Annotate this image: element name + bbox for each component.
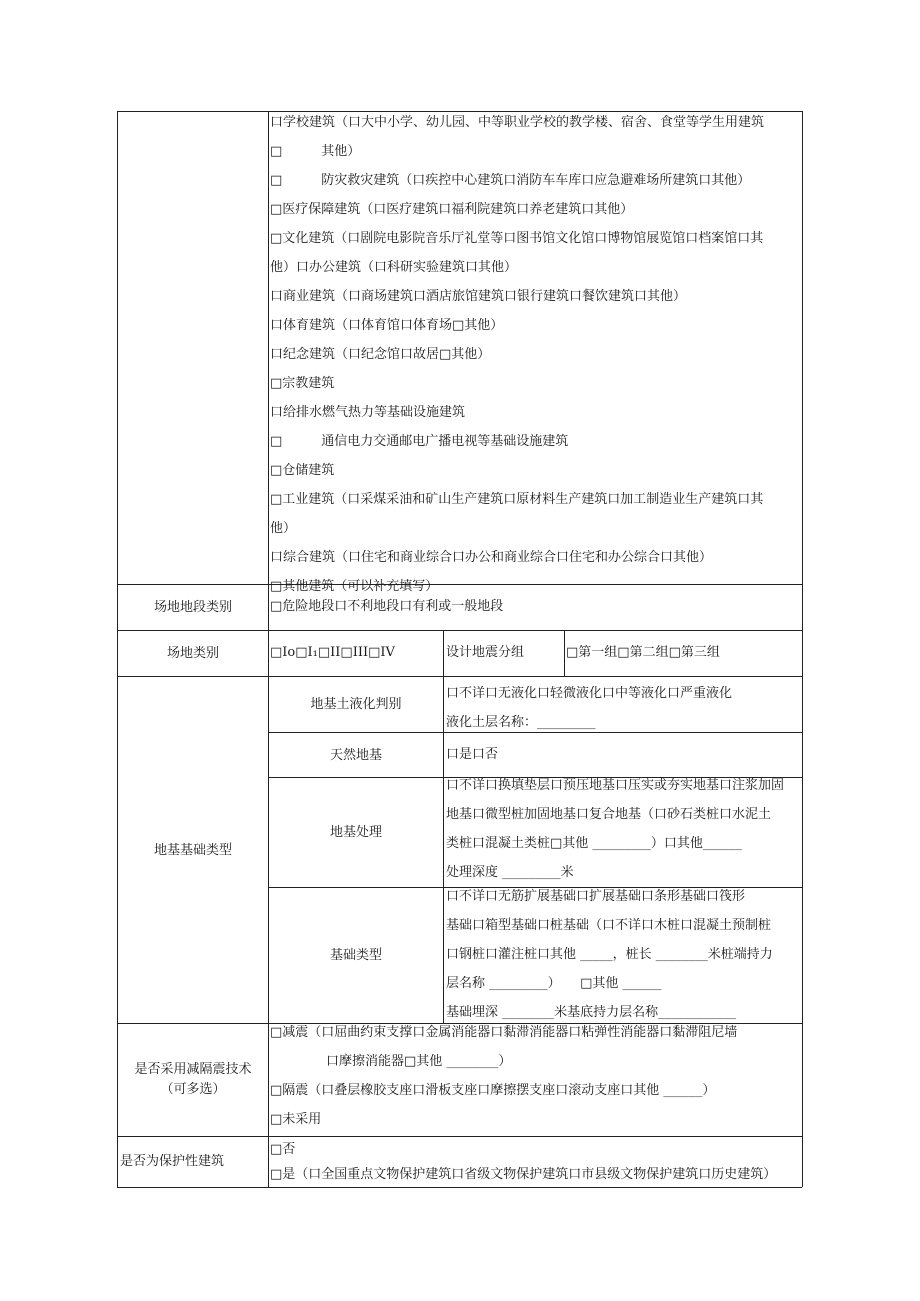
option-line: 层名称 _________） □其他 ______ [446,976,662,991]
option-line: □否 [270,1142,296,1157]
option-line: 口给排水燃气热力等基础设施建筑 [270,405,466,420]
liquefaction-label: 地基土液化判别 [310,697,402,712]
option-line: 口体育建筑（口体育馆口体育场□其他） [270,318,504,333]
option-line: □ 其他） [270,144,361,159]
table-border-bottom [117,1187,802,1188]
foundation-treatment-label: 地基处理 [329,825,382,840]
natural-foundation-options: 口是口否 [446,747,499,762]
option-line: 口纪念建筑（口纪念馆口故居□其他） [270,347,491,362]
option-line: □工业建筑（口采煤采油和矿山生产建筑口原材料生产建筑口加工制造业生产建筑口其 [270,492,764,507]
seismic-group-label: 设计地震分组 [446,645,525,660]
label-column-divider [268,111,269,1187]
building-category-options [270,108,800,594]
option-line: 口不详口换填垫层口预压地基口压实或夯实地基口注浆加固 [446,778,785,793]
site-class-label: 场地类别 [166,646,219,661]
foundation-kind-options [446,882,800,1022]
option-line: 他）口办公建筑（口科研实验建筑口其他） [270,260,518,275]
isolation-options [270,1018,800,1134]
option-line: □文化建筑（口剧院电影院音乐厅礼堂等口图书馆文化馆口博物馆展览馆口档案馆口其 [270,231,764,246]
option-line: 口学校建筑（口大中小学、幼儿园、中等职业学校的教学楼、宿舍、食堂等学生用建筑 [270,115,765,130]
site-class-options: □Io□I₁□II□III□IV [270,645,395,660]
option-line: 口不详口无筋扩展基础口扩展基础口条形基础口筏形 [446,889,746,904]
option-line: □ 通信电力交通邮电广播电视等基础设施建筑 [270,434,569,449]
option-line: 口摩擦消能器□其他 ________） [326,1054,512,1069]
isolation-label [118,1024,268,1136]
foundation-column-divider [443,630,444,1023]
protected-building-options [270,1137,800,1187]
option-line: □宗教建筑 [270,376,335,391]
isolation-label-line2: （可多选） [160,1082,226,1097]
option-line: 处理深度 _________米 [446,865,574,880]
site-section-options: □危险地段口不利地段口有利或一般地段 [270,599,504,614]
option-line: □ 防灾救灾建筑（口疾控中心建筑口消防车车库口应急避难场所建筑口其他） [270,173,751,188]
option-line: 液化土层名称：_________ [446,715,596,730]
foundation-kind-label: 基础类型 [329,948,382,963]
option-line: □未采用 [270,1112,322,1127]
option-line: 口不详口无液化口轻微液化口中等液化口严重液化 [446,686,733,701]
liquefaction-options [446,679,800,731]
option-line: 基础口箱型基础口桩基础（口不详口木桩口混凝土预制桩 [446,918,772,933]
option-line: □其他建筑（可以补充填写） [270,579,439,594]
option-line: □减震（口屈曲约束支撑口金属消能器口黏滞消能器口粘弹性消能器口黏滞阻尼墙 [270,1025,738,1040]
natural-foundation-label: 天然地基 [329,747,382,763]
table-border-right [802,111,803,1187]
option-line: □医疗保障建筑（口医疗建筑口福利院建筑口养老建筑口其他） [270,202,634,217]
option-line: □仓储建筑 [270,463,335,478]
option-line: □是（口全国重点文物保护建筑口省级文物保护建筑口市县级文物保护建筑口历史建筑） [270,1167,777,1182]
seismic-group-options: □第一组□第二组□第三组 [566,645,720,660]
group-column-divider-left [564,630,565,676]
option-line: 他） [270,521,297,536]
isolation-label-line1: 是否采用减隔震技术 [134,1062,252,1077]
option-line: 口综合建筑（口住宅和商业综合口办公和商业综合口住宅和办公综合口其他） [270,550,713,565]
option-line: 类桩口混凝土类桩□其他 _________）口其他______ [446,836,742,851]
site-section-label: 场地地段类别 [153,600,232,615]
foundation-type-label: 地基基础类型 [153,842,232,858]
option-line: 基础埋深 ________米基底持力层名称____________ [446,1005,737,1020]
option-line: 口钢桩口灌注桩口其他 _____，桩长 ________米桩端持力 [446,947,773,962]
option-line: □隔震（口叠层橡胶支座口滑板支座口摩擦摆支座口滚动支座口其他 ______） [270,1083,716,1098]
option-line: 口商业建筑（口商场建筑口酒店旅馆建筑口银行建筑口餐饮建筑口其他） [270,289,687,304]
option-line: 地基口微型桩加固地基口复合地基（口砂石类桩口水泥土 [446,807,772,822]
protected-building-label: 是否为保护性建筑 [120,1154,225,1169]
foundation-treatment-options [446,771,800,887]
